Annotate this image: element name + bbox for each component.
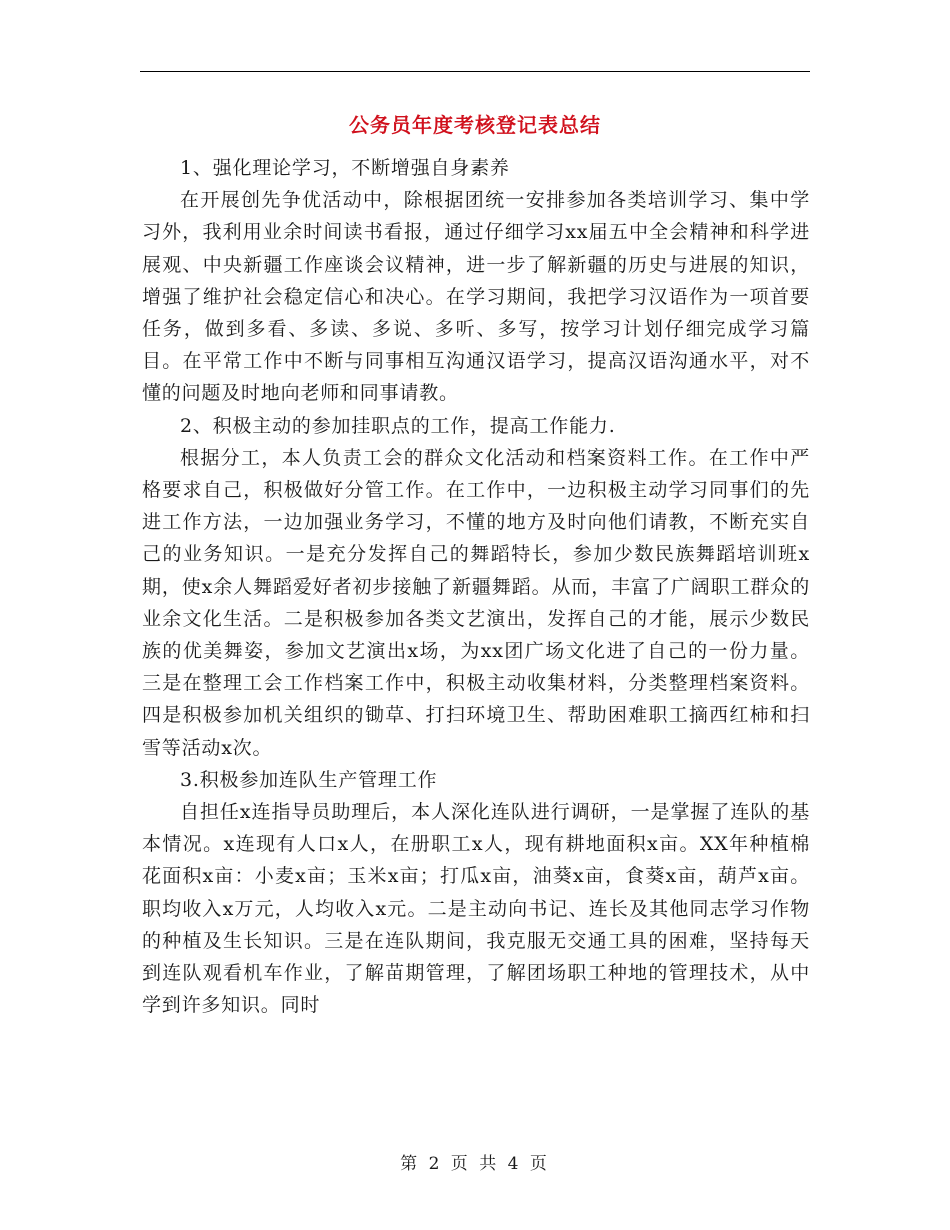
paragraph-1: 在开展创先争优活动中，除根据团统一安排参加各类培训学习、集中学习外，我利用业余时间读书看报，通过仔细学习xx届五中全会精神和科学进展观、中央新疆工作座谈会议精神，进一步了解新疆的历史与进展的知识，增强了维护社会稳定信心和决心。在学习期间，我把学习汉语作为一项首要任务，做到多看、多读、多说、多听、多写，按学习计划仔细完成学习篇目。在平常工作中不断与同事相互沟通汉语学习，提高汉语沟通水平，对不懂的问题及时地向老师和同事请教。 xyxy=(142,189,810,405)
header-rule xyxy=(140,71,810,72)
section-heading-2: 2、积极主动的参加挂职点的工作，提高工作能力. xyxy=(180,414,616,437)
paragraph-3: 自担任x连指导员助理后，本人深化连队进行调研，一是掌握了连队的基本情况。x连现有人口x人，在册职工x人，现有耕地面积x亩。XX年种植棉花面积x亩：小麦x亩；玉米x亩；打瓜x亩，油葵x亩，食葵x亩，葫芦x亩。职均收入x万元，人均收入x元。二是主动向书记、连长及其他同志学习作物的种植及生长知识。三是在连队期间，我克服无交通工具的困难，坚持每天到连队观看机车作业，了解苗期管理，了解团场职工种地的管理技术，从中学到许多知识。同时 xyxy=(142,801,810,1017)
document-body xyxy=(142,152,810,1021)
document-title: 公务员年度考核登记表总结 xyxy=(349,113,601,137)
section-heading-3: 3.积极参加连队生产管理工作 xyxy=(180,768,438,791)
page-number-footer: 第 2 页 共 4 页 xyxy=(400,1154,550,1174)
paragraph-2: 根据分工，本人负责工会的群众文化活动和档案资料工作。在工作中严格要求自己，积极做好分管工作。在工作中，一边积极主动学习同事们的先进工作方法，一边加强业务学习，不懂的地方及时向他们请教，不断充实自己的业务知识。一是充分发挥自己的舞蹈特长，参加少数民族舞蹈培训班x期，使x余人舞蹈爱好者初步接触了新疆舞蹈。从而，丰富了广阔职工群众的业余文化生活。二是积极参加各类文艺演出，发挥自己的才能，展示少数民族的优美舞姿，参加文艺演出x场，为xx团广场文化进了自己的一份力量。三是在整理工会工作档案工作中，积极主动收集材料，分类整理档案资料。四是积极参加机关组织的锄草、打扫环境卫生、帮助困难职工摘西红柿和扫雪等活动x次。 xyxy=(142,446,810,759)
section-heading-1: 1、强化理论学习，不断增强自身素养 xyxy=(180,157,510,179)
